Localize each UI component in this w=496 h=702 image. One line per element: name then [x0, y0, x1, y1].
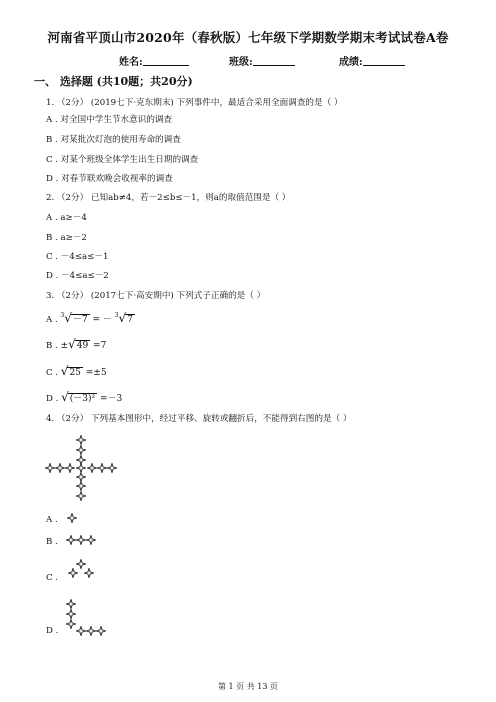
equals-text: =±5: [82, 368, 107, 378]
square-root: √49: [68, 337, 89, 351]
star-icon: [65, 463, 74, 472]
question-2-option-c: C . －4≤a≤－1: [46, 252, 109, 262]
star-icon: [76, 535, 85, 544]
question-4-option-d: D .: [46, 626, 59, 636]
option-b-figure: [66, 535, 95, 544]
radicand: 7: [127, 315, 133, 325]
star-icon: [45, 463, 54, 472]
radicand: －7: [72, 315, 88, 325]
star-icon: [86, 626, 95, 635]
star-icon: [66, 619, 75, 628]
section-heading: 一、 选择题 (共10题；共20分): [34, 75, 193, 88]
option-letter: A .: [46, 315, 61, 325]
square-root: √25: [60, 364, 81, 378]
option-letter: C .: [46, 368, 61, 378]
page-footer: 第 1 页 共 13 页: [218, 682, 278, 691]
option-a-figure: [67, 513, 76, 522]
equals-text: = －: [89, 315, 112, 325]
question-1-option-b: B . 对某批次灯泡的使用寿命的调查: [46, 135, 181, 145]
star-icon: [76, 472, 85, 481]
star-icon: [68, 568, 77, 577]
star-icon: [76, 445, 85, 454]
star-icon: [66, 609, 75, 618]
question-1-option-a: A . 对全国中学生节水意识的调查: [46, 115, 173, 125]
star-icon: [76, 626, 85, 635]
star-icon: [76, 463, 85, 472]
star-icon: [86, 535, 95, 544]
target-cross-figure: [45, 435, 116, 500]
score-label: 成绩:: [339, 57, 363, 68]
radicand: 25: [69, 368, 81, 378]
question-4-stem: 4. （2分） 下列基本图形中，经过平移、旋转或翻折后，不能得到右图的是（ ）: [46, 414, 352, 424]
cube-root: $^3$√7: [114, 311, 133, 325]
page-title: 河南省平顶山市2020年（春秋版）七年级下学期数学期末考试试卷A卷: [47, 30, 449, 45]
star-icon: [76, 435, 85, 444]
star-icon: [84, 568, 93, 577]
square-root: √(－3)²: [61, 390, 96, 404]
question-4-option-c: C .: [46, 573, 59, 583]
root-index: 3: [60, 312, 65, 319]
star-icon: [66, 599, 75, 608]
star-icon: [96, 626, 105, 635]
star-icon: [107, 463, 116, 472]
class-label: 班级:: [229, 57, 253, 68]
equals-text: =7: [90, 341, 107, 351]
star-icon: [67, 513, 76, 522]
plus-minus: ±: [60, 341, 69, 351]
question-2-stem: 2. （2分） 已知ab≠4，若－2≤b≤－1，则a的取值范围是（ ）: [46, 193, 291, 203]
star-icon: [97, 463, 106, 472]
root-index: 3: [114, 312, 119, 319]
option-c-figure: [68, 559, 93, 577]
question-2-option-d: D . －4≤a≤－2: [46, 271, 109, 281]
question-1-option-d: D . 对春节联欢晚会收视率的调查: [46, 174, 173, 184]
question-2-option-b: B . a≥－2: [46, 233, 87, 243]
question-1-option-c: C . 对某个班级全体学生出生日期的调查: [46, 155, 199, 165]
question-2-option-a: A . a≥－4: [46, 213, 87, 223]
option-d-figure: [66, 599, 105, 635]
option-letter: D .: [46, 394, 62, 404]
cube-root: $^3$√－7: [60, 311, 88, 325]
question-3-stem: 3. （2分） (2017七下·高安期中) 下列式子正确的是（ ）: [46, 291, 266, 301]
radicand: 49: [76, 341, 89, 351]
star-icon: [76, 491, 85, 500]
star-icon: [87, 463, 96, 472]
option-letter: B .: [46, 341, 61, 351]
question-4-option-a: A .: [46, 515, 58, 525]
equals-text: =－3: [97, 394, 123, 404]
star-icon: [76, 559, 85, 568]
name-label: 姓名:: [119, 57, 143, 68]
radicand: (－3)²: [69, 394, 96, 404]
star-icon: [66, 535, 75, 544]
star-icon: [76, 481, 85, 490]
question-4-option-b: B .: [46, 537, 58, 547]
question-1-stem: 1. （2分） (2019七下·克东期末) 下列事件中，最适合采用全面调查的是（ ）: [46, 98, 343, 108]
star-icon: [55, 463, 64, 472]
